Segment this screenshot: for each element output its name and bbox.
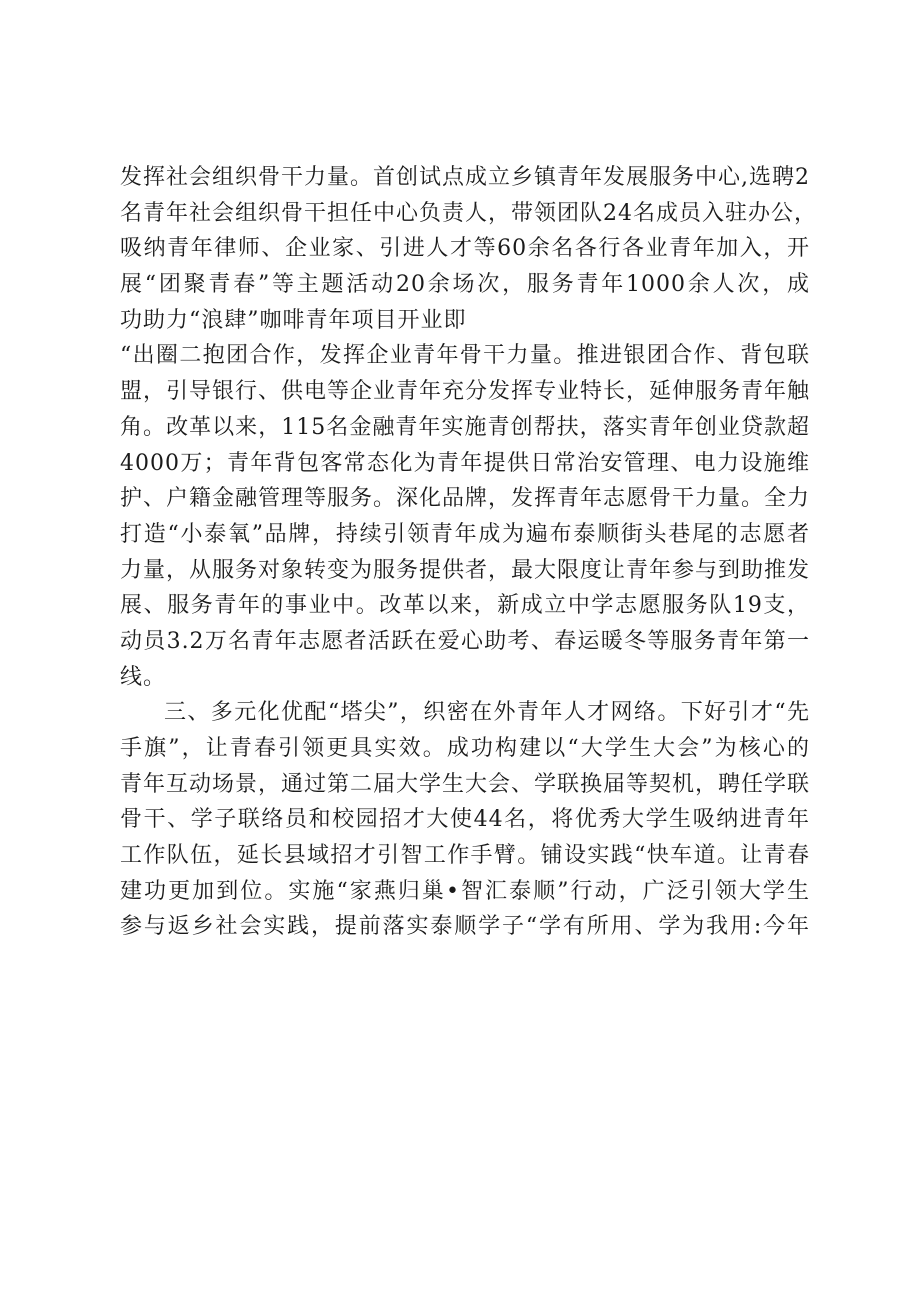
section-heading-line: 三、多元化优配“塔尖”，织密在外青年人才网络。下好引才“先 <box>164 700 810 726</box>
text-line: 护、户籍金融管理等服务。深化品牌，发挥青年志愿骨干力量。全力 <box>120 486 811 512</box>
text-line: 工作队伍，延长县域招才引智工作手臂。铺设实践“快车道。让青春 <box>120 843 810 869</box>
text-line: 盟，引导银行、供电等企业青年充分发挥专业特长，延伸服务青年触 <box>120 379 811 405</box>
text-line: 展“团聚青春”等主题活动20余场次，服务青年1000余人次，成 <box>120 272 810 298</box>
text-line: 功助力“浪肆”咖啡青年项目开业即 <box>120 307 467 333</box>
text-line: 参与返乡社会实践，提前落实泰顺学子“学有所用、学为我用:今年 <box>120 914 810 940</box>
text-line: 手旗”，让青春引领更具实效。成功构建以“大学生大会”为核心的 <box>120 736 810 761</box>
text-line: 角。改革以来，115名金融青年实施青创帮扶，落实青年创业贷款超 <box>120 414 810 440</box>
text-line: 骨干、学子联络员和校园招才大使44名，将优秀大学生吸纳进青年 <box>120 807 810 833</box>
text-line: 4000万；青年背包客常态化为青年提供日常治安管理、电力设施维 <box>120 450 810 476</box>
text-line: 发挥社会组织骨干力量。首创试点成立乡镇青年发展服务中心,选聘2 <box>120 165 810 190</box>
text-line: 动员3.2万名青年志愿者活跃在爱心助考、春运暖冬等服务青年第一 <box>120 628 810 654</box>
text-line: 建功更加到位。实施“家燕归巢•智汇泰顺”行动，广泛引领大学生 <box>120 878 810 904</box>
text-line: 线。 <box>120 664 167 690</box>
text-line: 吸纳青年律师、企业家、引进人才等60余名各行各业青年加入，开 <box>120 236 810 262</box>
text-line: 名青年社会组织骨干担任中心负责人，带领团队24名成员入驻办公， <box>120 200 817 226</box>
document-body <box>120 160 817 945</box>
text-line: 打造“小泰氧”品牌，持续引领青年成为遍布泰顺街头巷尾的志愿者 <box>120 521 810 547</box>
text-line: 青年互动场景，通过第二届大学生大会、学联换届等契机，聘任学联 <box>120 771 811 797</box>
text-line: 展、服务青年的事业中。改革以来，新成立中学志愿服务队19支， <box>120 593 810 619</box>
text-line: 力量，从服务对象转变为服务提供者，最大限度让青年参与到助推发 <box>120 557 811 583</box>
text-line: “出圈二抱团合作，发挥企业青年骨干力量。推进银团合作、背包联 <box>120 343 810 369</box>
